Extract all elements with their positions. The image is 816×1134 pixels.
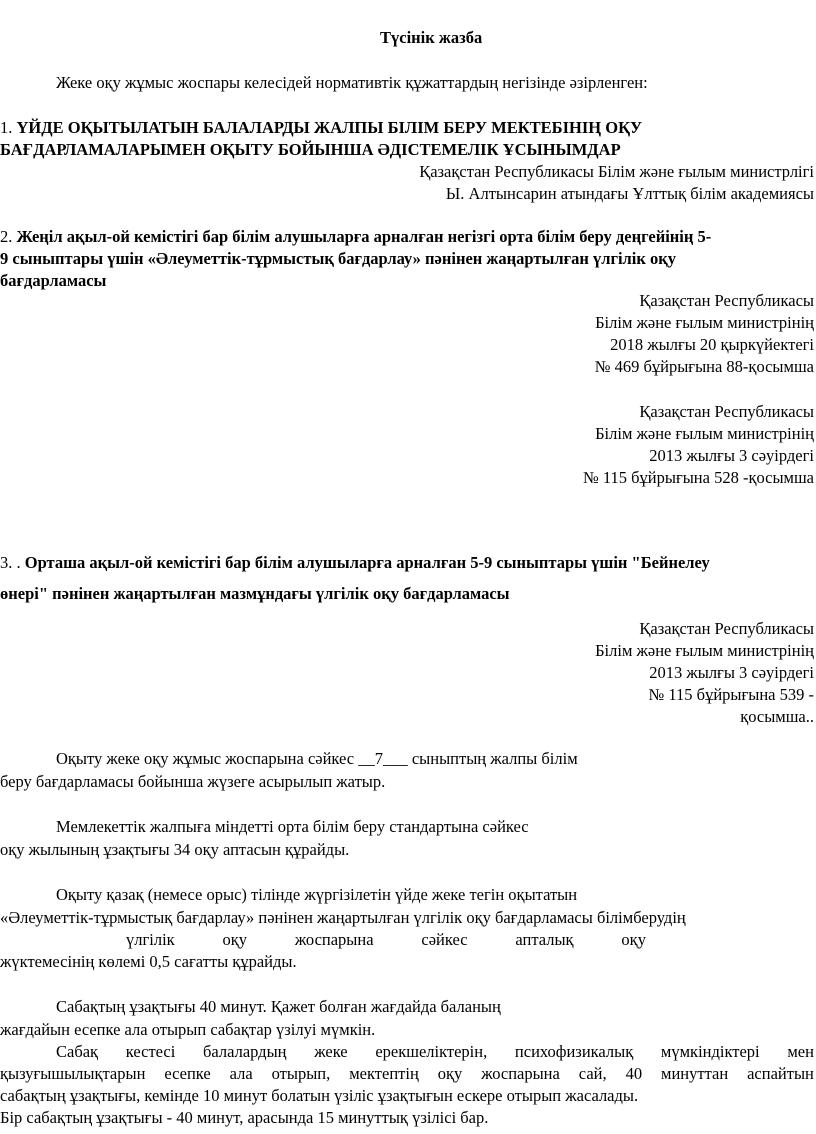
para4-word: оқу xyxy=(437,1064,463,1083)
item2-heading-line3: бағдарламасы xyxy=(0,271,107,290)
item1-heading-text1: ҮЙДЕ ОҚЫТЫЛАТЫН БАЛАЛАРДЫ ЖАЛПЫ БІЛІМ БЕРУ МЕКТЕБІНІҢ ОҚУ xyxy=(16,118,643,137)
para4-line3 xyxy=(56,1041,814,1063)
item3-heading-text1: Орташа ақыл-ой кемістігі бар білім алушыларға арналған 5-9 сыныптары үшін "Бейнелеу xyxy=(24,553,710,572)
para3-line4: жүктемесінің көлемі 0,5 сағатты құрайды. xyxy=(0,952,297,971)
item3-ref-line5: қосымша.. xyxy=(740,707,814,726)
item3-ref-line4: № 115 бұйрығына 539 - xyxy=(648,685,814,704)
para4-word: қызуғышылықтарын xyxy=(0,1064,146,1083)
para4-word: сай, xyxy=(578,1064,607,1083)
para3-line1: Оқыту қазақ (немесе орыс) тілінде жүргізілетін үйде жеке тегін оқытатын xyxy=(56,885,578,904)
item1-number: 1. xyxy=(0,118,13,137)
intro-text: Жеке оқу жұмыс жоспары келесідей нормативтік құжаттардың негізінде әзірленген: xyxy=(56,73,648,92)
para4-word: 40 xyxy=(625,1064,643,1083)
para4-word: психофизикалық xyxy=(514,1042,634,1061)
para4-line2: жағдайын есепке ала отырып сабақтар үзілуі мүмкін. xyxy=(0,1020,376,1039)
item2-heading-text1: Жеңіл ақыл-ой кемістігі бар білім алушыларға арналған негізгі орта білім беру деңгейінің 5- xyxy=(16,227,712,246)
para4-line5: сабақтың ұзақтығы, кемінде 10 минут болатын үзіліс ұзақтығын ескере отырып жасалады. xyxy=(0,1086,639,1105)
item2-ref1-line3: 2018 жылғы 20 қыркүйектегі xyxy=(610,335,814,354)
para3-word: сәйкес xyxy=(421,930,468,949)
para3-line2: «Әлеуметтік-тұрмыстық бағдарлау» пәнінен жаңартылған үлгілік оқу бағдарламасы білімберудің xyxy=(0,908,686,927)
para3-word: оқу xyxy=(222,930,248,949)
para3-word: апталық xyxy=(515,930,574,949)
item1-heading-line2: БАҒДАРЛАМАЛАРЫМЕН ОҚЫТУ БОЙЫНША ӘДІСТЕМЕЛІК ҰСЫНЫМДАР xyxy=(0,140,621,159)
item2-ref2-line4: № 115 бұйрығына 528 -қосымша xyxy=(583,468,814,487)
item3-heading-line2: өнері" пәнінен жаңартылған мазмұндағы үлгілік оқу бағдарламасы xyxy=(0,584,510,603)
item2-heading-line2: 9 сыныптары үшін «Әлеуметтік-тұрмыстық бағдарлау» пәнінен жаңартылған үлгілік оқу xyxy=(0,249,677,268)
para1-line1: Оқыту жеке оқу жұмыс жоспарына сәйкес __7___ сыныптың жалпы білім xyxy=(56,749,578,768)
item2-ref2-line1: Қазақстан Республикасы xyxy=(639,402,814,421)
item2-ref1-line2: Білім және ғылым министрінің xyxy=(595,313,814,332)
para4-word: мен xyxy=(787,1042,814,1061)
para2-line1: Мемлекеттік жалпыға міндетті орта білім беру стандартына сәйкес xyxy=(56,817,529,836)
para4-word: балалардың xyxy=(203,1042,287,1061)
para4-word: мектептің xyxy=(349,1064,419,1083)
item3-number: 3. . xyxy=(0,553,21,572)
para3-line3 xyxy=(126,929,646,951)
para4-line4 xyxy=(0,1063,814,1085)
para4-line6: Бір сабақтың ұзақтығы - 40 минут, арасында 15 минуттық үзілісі бар. xyxy=(0,1108,489,1127)
item2-ref1-line4: № 469 бұйрығына 88-қосымша xyxy=(594,357,814,376)
para2-line2: оқу жылының ұзақтығы 34 оқу аптасын құрайды. xyxy=(0,840,350,859)
para3-word: жоспарына xyxy=(294,930,374,949)
para4-word: жеке xyxy=(314,1042,348,1061)
para4-word: мүмкіндіктері xyxy=(660,1042,760,1061)
para1-line2: беру бағдарламасы бойынша жүзеге асырылып жатыр. xyxy=(0,772,386,791)
item3-ref-line1: Қазақстан Республикасы xyxy=(639,619,814,638)
para4-word: кестесі xyxy=(125,1042,176,1061)
item3-ref-line3: 2013 жылғы 3 сәуірдегі xyxy=(649,663,814,682)
item1-heading-line1 xyxy=(0,117,642,139)
para4-word: ала xyxy=(229,1064,253,1083)
para4-line1: Сабақтың ұзақтығы 40 минут. Қажет болған жағдайда баланың xyxy=(56,997,501,1016)
para4-word: ерекшеліктерін, xyxy=(375,1042,488,1061)
item3-heading-line1 xyxy=(0,552,710,574)
item1-source-line2: Ы. Алтынсарин атындағы Ұлттық білім академиясы xyxy=(445,184,814,203)
para4-word: аспайтын xyxy=(747,1064,814,1083)
item2-number: 2. xyxy=(0,227,13,246)
para3-word: оқу xyxy=(621,930,646,949)
document-title: Түсінік жазба xyxy=(380,28,483,47)
item1-source-line1: Қазақстан Республикасы Білім және ғылым министрлігі xyxy=(419,162,814,181)
para4-word: жоспарына xyxy=(481,1064,560,1083)
item2-ref1-line1: Қазақстан Республикасы xyxy=(639,291,814,310)
para4-word: есепке xyxy=(164,1064,211,1083)
item3-ref-line2: Білім және ғылым министрінің xyxy=(595,641,814,660)
item2-ref2-line3: 2013 жылғы 3 сәуірдегі xyxy=(649,446,814,465)
para4-word: Сабақ xyxy=(56,1042,99,1061)
para3-word: үлгілік xyxy=(126,930,175,949)
para4-word: отырып, xyxy=(271,1064,331,1083)
item2-heading-line1 xyxy=(0,226,711,248)
para4-word: минуттан xyxy=(661,1064,729,1083)
item2-ref2-line2: Білім және ғылым министрінің xyxy=(595,424,814,443)
